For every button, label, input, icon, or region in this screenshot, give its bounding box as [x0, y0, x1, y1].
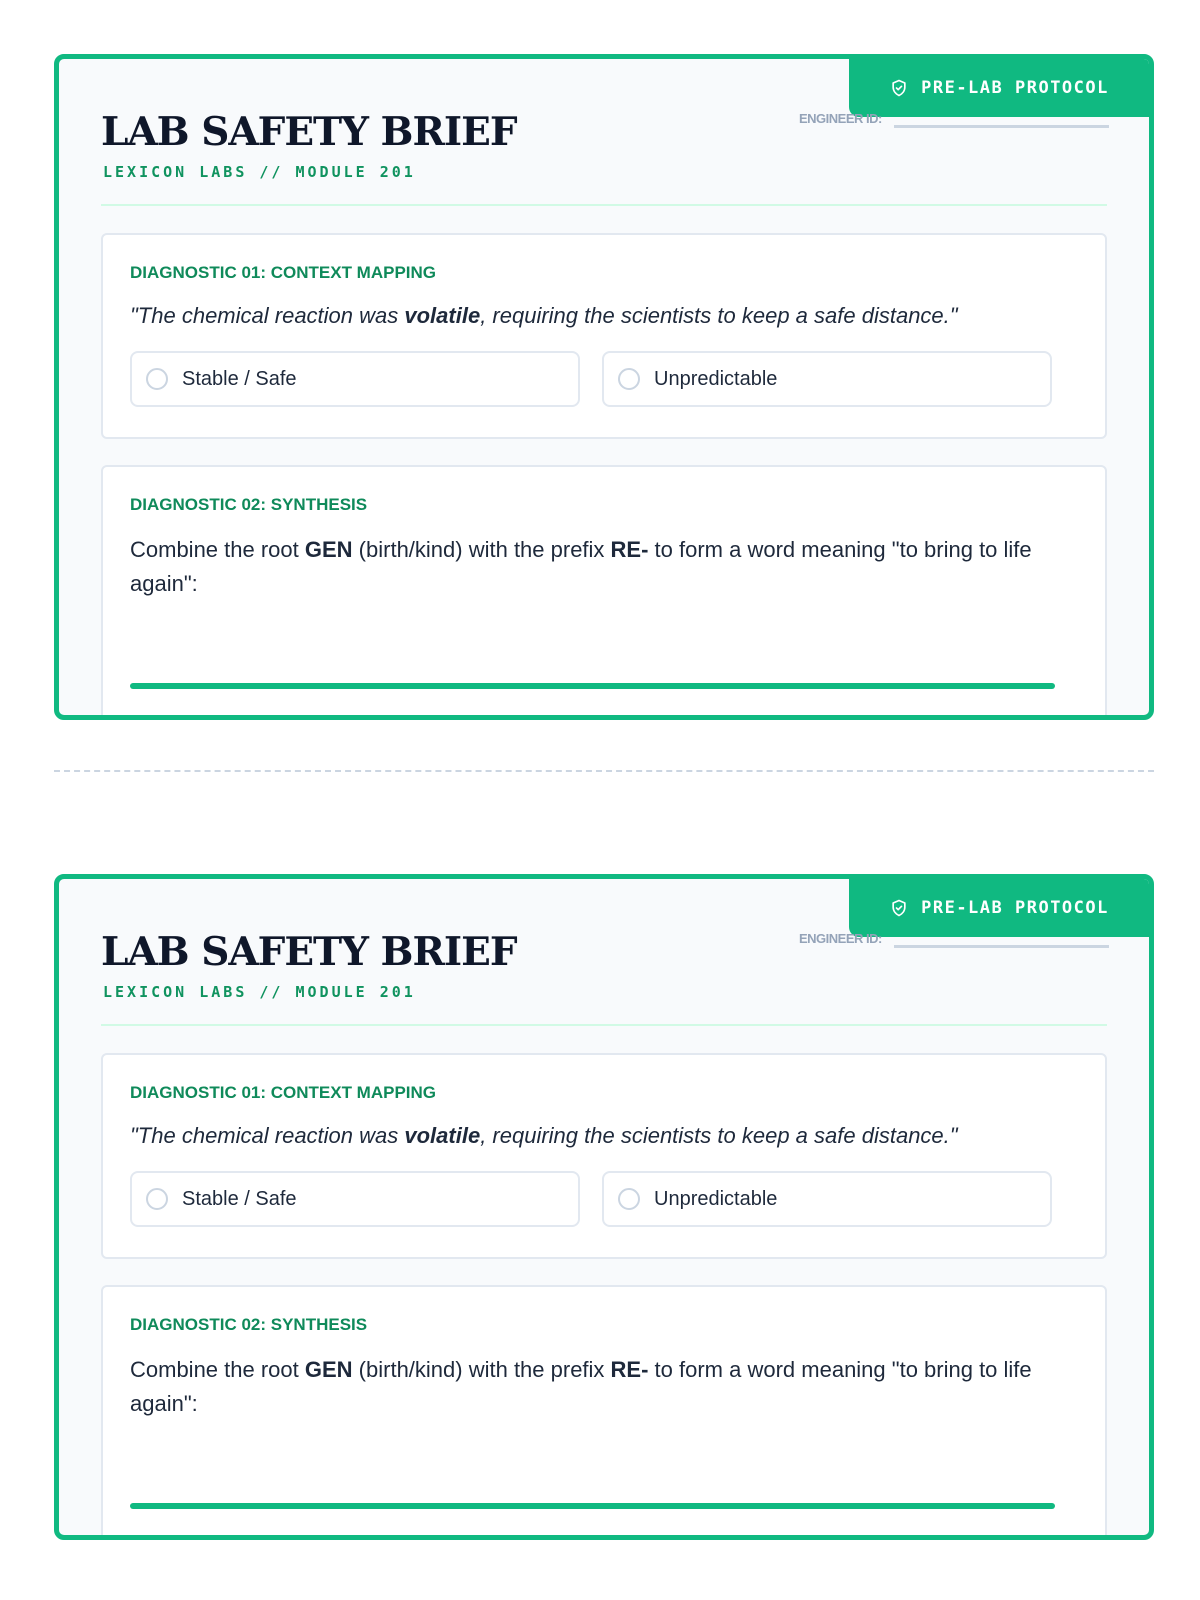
page-title: LAB SAFETY BRIEF — [101, 929, 517, 975]
radio-button[interactable] — [618, 1188, 640, 1210]
engineer-id-field — [799, 111, 1109, 126]
lab-safety-brief-card — [54, 54, 1154, 720]
synthesis-prompt — [130, 533, 1070, 601]
header-divider — [101, 1024, 1107, 1026]
engineer-id-input-line[interactable] — [894, 125, 1109, 128]
protocol-badge — [849, 879, 1149, 937]
diagnostic-02-panel — [101, 465, 1107, 720]
engineer-id-input-line[interactable] — [894, 945, 1109, 948]
option-unpredictable[interactable] — [602, 1171, 1052, 1227]
lab-safety-brief-card — [54, 874, 1154, 1540]
context-quote — [130, 1123, 958, 1149]
quote-keyword: volatile — [404, 303, 481, 328]
prompt-text-2: (birth/kind) with the prefix — [352, 1357, 611, 1382]
quote-text-after: , requiring the scientists to keep a safe distance." — [480, 1123, 958, 1148]
quote-text-after: , requiring the scientists to keep a safe distance." — [480, 303, 958, 328]
quote-text-before: "The chemical reaction was — [130, 303, 405, 328]
answer-input-line[interactable] — [130, 1503, 1055, 1509]
option-stable-safe[interactable] — [130, 351, 580, 407]
diagnostic-02-panel — [101, 1285, 1107, 1540]
prefix-word: RE- — [610, 537, 649, 562]
header-divider — [101, 204, 1107, 206]
protocol-badge-label: PRE-LAB PROTOCOL — [921, 898, 1109, 918]
diagnostic-01-label: DIAGNOSTIC 01: CONTEXT MAPPING — [130, 1083, 437, 1102]
shield-check-icon — [889, 78, 909, 98]
shield-check-icon — [889, 898, 909, 918]
quote-keyword: volatile — [404, 1123, 481, 1148]
diagnostic-01-label: DIAGNOSTIC 01: CONTEXT MAPPING — [130, 263, 437, 282]
prompt-text-3: to form a word meaning "to bring to life again": — [130, 1357, 1032, 1416]
module-subtitle: LEXICON LABS // MODULE 201 — [103, 163, 416, 181]
option-unpredictable[interactable] — [602, 351, 1052, 407]
option-stable-safe[interactable] — [130, 1171, 580, 1227]
protocol-badge — [849, 59, 1149, 117]
prompt-text-3: to form a word meaning "to bring to life again": — [130, 537, 1032, 596]
option-label: Stable / Safe — [182, 1187, 297, 1210]
module-subtitle: LEXICON LABS // MODULE 201 — [103, 983, 416, 1001]
prompt-text-2: (birth/kind) with the prefix — [352, 537, 611, 562]
diagnostic-02-label: DIAGNOSTIC 02: SYNTHESIS — [130, 495, 368, 514]
option-label: Stable / Safe — [182, 367, 297, 390]
root-word: GEN — [304, 1357, 353, 1382]
radio-button[interactable] — [618, 368, 640, 390]
radio-button[interactable] — [146, 368, 168, 390]
engineer-id-field — [799, 931, 1109, 946]
option-label: Unpredictable — [654, 1187, 778, 1210]
option-label: Unpredictable — [654, 367, 778, 390]
diagnostic-02-label: DIAGNOSTIC 02: SYNTHESIS — [130, 1315, 368, 1334]
radio-button[interactable] — [146, 1188, 168, 1210]
synthesis-prompt — [130, 1353, 1070, 1421]
diagnostic-01-panel — [101, 1053, 1107, 1259]
prompt-text-1: Combine the root — [130, 537, 305, 562]
protocol-badge-label: PRE-LAB PROTOCOL — [921, 78, 1109, 98]
page-title: LAB SAFETY BRIEF — [101, 109, 517, 155]
answer-input-line[interactable] — [130, 683, 1055, 689]
engineer-id-label: ENGINEER ID: — [799, 931, 882, 946]
context-quote — [130, 303, 958, 329]
quote-text-before: "The chemical reaction was — [130, 1123, 405, 1148]
engineer-id-label: ENGINEER ID: — [799, 111, 882, 126]
prefix-word: RE- — [610, 1357, 649, 1382]
page-separator — [54, 770, 1154, 772]
diagnostic-01-panel — [101, 233, 1107, 439]
prompt-text-1: Combine the root — [130, 1357, 305, 1382]
root-word: GEN — [304, 537, 353, 562]
